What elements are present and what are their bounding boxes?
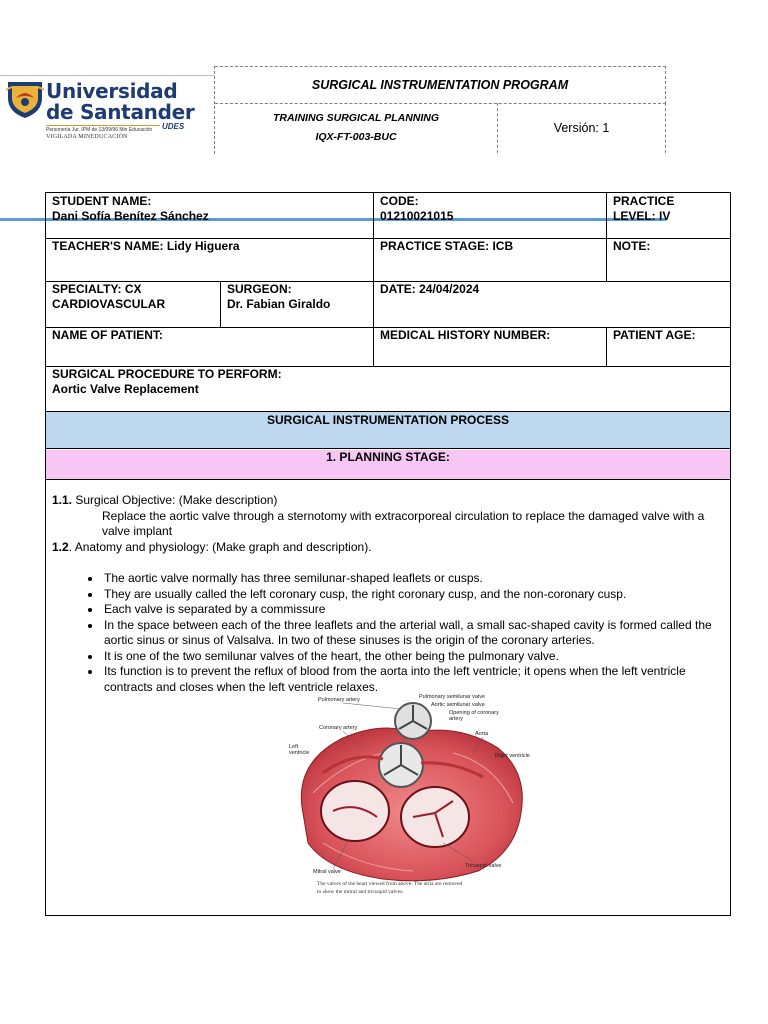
caption-line-1: The valves of the heart viewed from above. The atria are removed xyxy=(317,881,463,887)
list-item: • Its function is to prevent the reflux of blood from the aorta into the left ventricle; it opens when the left ventricle contracts and closes when the left ventricle relaxes. xyxy=(102,664,724,695)
patient-age-label: PATIENT AGE: xyxy=(613,328,696,342)
practice-level-value: LEVEL: IV xyxy=(613,209,671,223)
label-right-ventricle: Right ventricle xyxy=(495,753,530,759)
document-code: IQX-FT-003-BUC xyxy=(315,131,397,143)
planning-form xyxy=(45,192,731,916)
anatomy-label: . Anatomy and physiology: (Make graph and description). xyxy=(68,539,372,554)
logo-line-2: de Santander xyxy=(46,100,195,124)
logo-abbr: UDES xyxy=(162,122,185,131)
label-tricuspid: Tricuspid valve xyxy=(465,863,502,869)
specialty-value: CARDIOVASCULAR xyxy=(52,297,166,311)
practice-level-label: PRACTICE xyxy=(613,194,675,208)
surgeon-cell xyxy=(221,282,373,312)
label-coronary-artery: Coronary artery xyxy=(319,725,358,731)
label-pulmonary-artery: Pulmonary artery xyxy=(318,697,360,703)
objective-label: Surgical Objective: (Make description) xyxy=(72,493,278,507)
student-name-cell xyxy=(46,194,373,224)
label-pulmonary-valve: Pulmonary semilunar valve xyxy=(419,694,486,700)
anatomy-bullets xyxy=(52,571,724,695)
date: DATE: 24/04/2024 xyxy=(380,282,480,296)
student-name-label: STUDENT NAME: xyxy=(52,194,152,208)
logo-rule xyxy=(0,75,214,76)
procedure-value: Aortic Valve Replacement xyxy=(52,382,199,396)
anatomy-number: 1.2 xyxy=(52,539,69,554)
document-header xyxy=(0,66,666,154)
surgeon-label: SURGEON: xyxy=(227,282,292,296)
planning-content xyxy=(52,493,724,695)
label-left: Left xyxy=(289,744,299,750)
practice-level-cell xyxy=(607,194,730,224)
code-label: CODE: xyxy=(380,194,419,208)
specialty-label: SPECIALTY: CX xyxy=(52,282,142,296)
heart-valves-figure xyxy=(283,693,539,901)
logo-line-1: Universidad xyxy=(46,79,178,103)
document-title: TRAINING SURGICAL PLANNING xyxy=(272,112,440,124)
logo-note: Personería Jur. IPM de 13/09/96 Min Educación xyxy=(46,127,153,133)
procedure-cell xyxy=(46,367,730,397)
logo-motto: VIGILADA MINEDUCACIÓN xyxy=(46,134,128,140)
specialty-cell xyxy=(46,282,220,312)
process-title: SURGICAL INSTRUMENTATION PROCESS xyxy=(266,413,509,427)
row-divider xyxy=(46,479,730,480)
objective-text: Replace the aortic valve through a sternotomy with extracorporeal circulation to replace the damaged valve with a valve implant xyxy=(102,508,705,538)
label-mitral: Mitral valve xyxy=(313,869,341,875)
document-version: Versión: 1 xyxy=(498,103,666,153)
logo-underline xyxy=(46,125,160,126)
note-label: NOTE: xyxy=(613,239,651,253)
code-value: 01210021015 xyxy=(380,209,454,223)
label-opening-artery: artery xyxy=(449,716,464,722)
label-ventricle: ventricle xyxy=(289,750,310,756)
code-cell xyxy=(374,194,606,224)
label-aortic-valve: Aortic semilunar valve xyxy=(431,702,485,708)
row-divider xyxy=(46,448,730,449)
university-shield-icon xyxy=(6,78,44,120)
document-title-block xyxy=(215,103,498,153)
anatomy-heading xyxy=(52,540,724,556)
list-item: • It is one of the two semilunar valves of the heart, the other being the pulmonary valve. xyxy=(102,649,724,665)
list-item: • The aortic valve normally has three semilunar-shaped leaflets or cusps. xyxy=(102,571,724,587)
list-item: • In the space between each of the three leaflets and the arterial wall, a small sac-shaped cavity is formed called the aortic sinus or sinus of Valsalva. In two of these sinuses is the origin of the coronary arteries. xyxy=(102,618,724,649)
objective-number: 1.1. xyxy=(52,493,73,507)
list-item: • They are usually called the left coronary cusp, the right coronary cusp, and the non-coronary cusp. xyxy=(102,587,724,603)
teacher-name: TEACHER'S NAME: Lidy Higuera xyxy=(52,239,240,253)
student-name-value: Dani Sofía Benítez Sánchez xyxy=(52,209,209,223)
stage-title: 1. PLANNING STAGE: xyxy=(326,450,450,464)
patient-name-label: NAME OF PATIENT: xyxy=(52,328,163,342)
list-item: • Each valve is separated by a commissure xyxy=(102,602,724,618)
label-opening-coronary: Opening of coronary xyxy=(449,710,499,716)
history-number-label: MEDICAL HISTORY NUMBER: xyxy=(380,328,551,342)
university-logo xyxy=(0,66,215,154)
program-title: SURGICAL INSTRUMENTATION PROGRAM xyxy=(215,66,666,104)
label-aorta: Aorta xyxy=(475,731,489,737)
surgeon-value: Dr. Fabian Giraldo xyxy=(227,297,331,311)
practice-stage: PRACTICE STAGE: ICB xyxy=(380,239,514,253)
objective-heading xyxy=(52,493,724,509)
caption-line-2: to show the mitral and tricuspid valves. xyxy=(317,889,404,895)
procedure-label: SURGICAL PROCEDURE TO PERFORM: xyxy=(52,367,282,381)
